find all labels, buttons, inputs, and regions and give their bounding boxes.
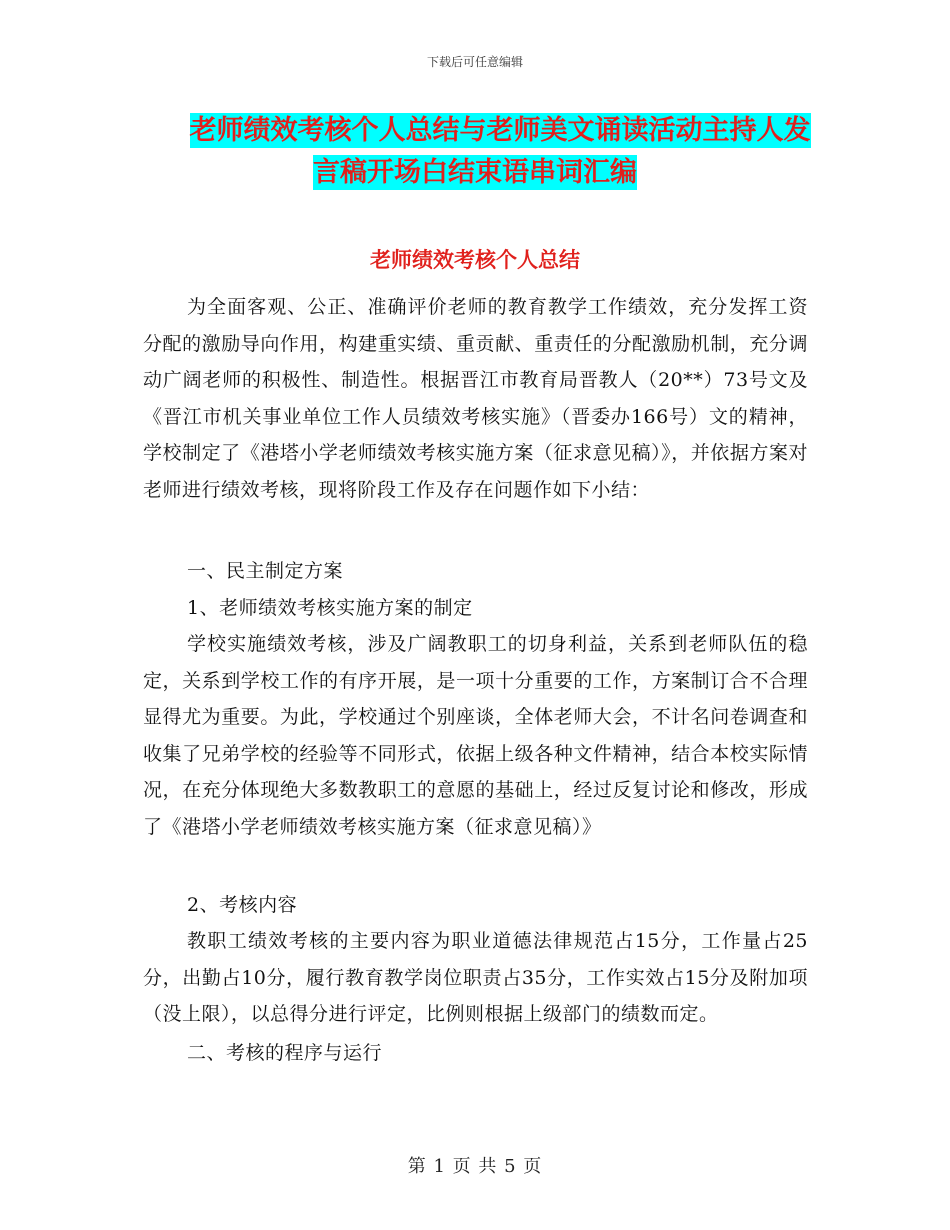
paragraph-plan-formulation: 学校实施绩效考核，涉及广阔教职工的切身利益，关系到老师队伍的稳定，关系到学校工作的有序开展，是一项十分重要的工作，方案制订合不合理显得尤为重要。为此，学校通过个别座谈，全体老师大会，不计名问卷调查和收集了兄弟学校的经验等不同形式，依据上级各种文件精神，结合本校实际情况，在充分体现绝大多数教职工的意愿的基础上，经过反复讨论和修改，形成了《港塔小学老师绩效考核实施方案（征求意见稿）》: [143, 633, 808, 838]
paragraph-assessment-content: 教职工绩效考核的主要内容为职业道德法律规范占15分，工作量占25分，出勤占10分，履行教育教学岗位职责占35分，工作实效占15分及附加项（没上限），以总得分进行评定，比例则根据上级部门的绩数而定。: [143, 930, 808, 1025]
subheading-assessment-content: 2、考核内容: [187, 894, 298, 916]
section-title: 老师绩效考核个人总结: [370, 247, 580, 272]
document-title-line-1-text: 老师绩效考核个人总结与老师美文诵读活动主持人发: [189, 115, 811, 146]
heading-assessment-procedure: 二、考核的程序与运行: [187, 1042, 383, 1064]
page-number-footer: 第 1 页 共 5 页: [407, 1156, 543, 1177]
subheading-plan-formulation: 1、老师绩效考核实施方案的制定: [187, 597, 473, 619]
document-title-line-2: [0, 151, 950, 195]
paragraph-intro: 为全面客观、公正、准确评价老师的教育教学工作绩效，充分发挥工资分配的激励导向作用，构建重实绩、重贡献、重责任的分配激励机制，充分调动广阔老师的积极性、制造性。根据晋江市教育局晋教人（20**）73号文及《晋江市机关事业单位工作人员绩效考核实施》（晋委办166号）文的精神，学校制定了《港塔小学老师绩效考核实施方案（征求意见稿）》，并依据方案对老师进行绩效考核，现将阶段工作及存在问题作如下小结：: [143, 296, 808, 501]
heading-democratic-plan: 一、民主制定方案: [187, 560, 344, 582]
document-title-line-1: [25, 109, 950, 153]
page-header-note: 下载后可任意编辑: [426, 55, 523, 69]
document-title-line-2-text: 言稿开场白结束语串词汇编: [313, 157, 637, 188]
